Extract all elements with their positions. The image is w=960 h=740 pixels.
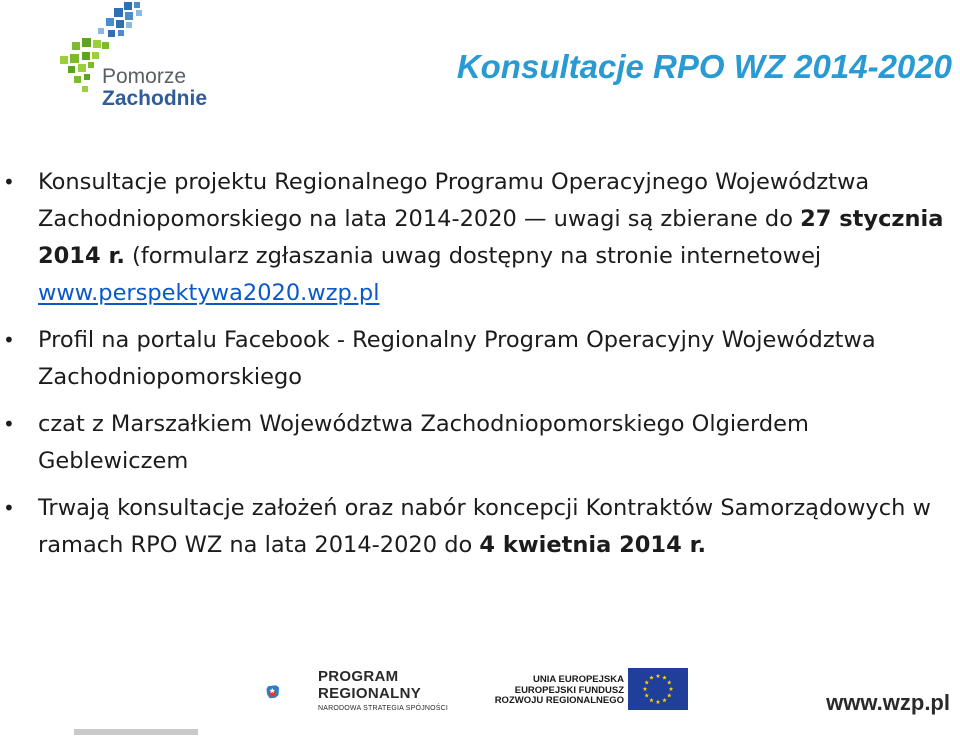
- bullet-item-contracts: [0, 490, 960, 564]
- deadline-date: 4 kwietnia 2014 r.: [479, 532, 707, 558]
- logo-line-1: Pomorze: [102, 65, 187, 88]
- eu-flag: [628, 668, 688, 710]
- bullet-item-facebook: [0, 322, 960, 396]
- bullet-item-consultations: [0, 164, 960, 312]
- bullet-item-chat: [0, 406, 960, 480]
- website-address[interactable]: www.wzp.pl: [826, 690, 950, 715]
- bullet-dot-icon: •: [3, 412, 15, 436]
- program-regionalny-logo: [266, 664, 318, 720]
- footer-divider: [74, 729, 198, 735]
- bullet-text: (formularz zgłaszania uwag dostępny na stronie internetowej: [124, 243, 822, 269]
- deadline-date: 27 stycznia 2014 r.: [38, 206, 944, 269]
- bullet-text: czat z Marszałkiem Województwa Zachodniopomorskiego Olgierdem Geblewiczem: [38, 411, 809, 474]
- bullet-dot-icon: •: [3, 496, 15, 520]
- eu-line-2: EUROPEJSKI FUNDUSZ: [514, 684, 624, 696]
- program-line-2: REGIONALNY: [318, 685, 422, 702]
- bullet-text: Profil na portalu Facebook - Regionalny Program Operacyjny Województwa Zachodniopomorskiego: [38, 327, 876, 390]
- perspektywa-link[interactable]: www.perspektywa2020.wzp.pl: [38, 280, 380, 306]
- eu-line-1: UNIA EUROPEJSKA: [533, 674, 624, 685]
- bullet-list: [0, 164, 960, 564]
- logo-line-2: Zachodnie: [102, 87, 208, 110]
- bullet-dot-icon: •: [3, 328, 15, 352]
- bullet-dot-icon: •: [3, 170, 15, 194]
- bullet-text: Trwają konsultacje założeń oraz nabór koncepcji Kontraktów Samorządowych w ramach RPO WZ na lata 2014-2020 do: [38, 495, 931, 558]
- program-regionalny-wordmark: [318, 669, 448, 712]
- slide-title: Konsultacje RPO WZ 2014-2020: [456, 48, 952, 85]
- eu-line-3: ROZWOJU REGIONALNEGO: [494, 695, 624, 706]
- logo-wordmark: [102, 66, 207, 109]
- program-line-3: NARODOWA STRATEGIA SPÓJNOŚCI: [318, 705, 449, 712]
- program-line-1: PROGRAM: [318, 668, 399, 685]
- eu-fund-label: [494, 675, 624, 707]
- bullet-text: Konsultacje projektu Regionalnego Programu Operacyjnego Województwa Zachodniopomorskiego na lata 2014-2020 — uwagi są zbierane do: [38, 169, 870, 232]
